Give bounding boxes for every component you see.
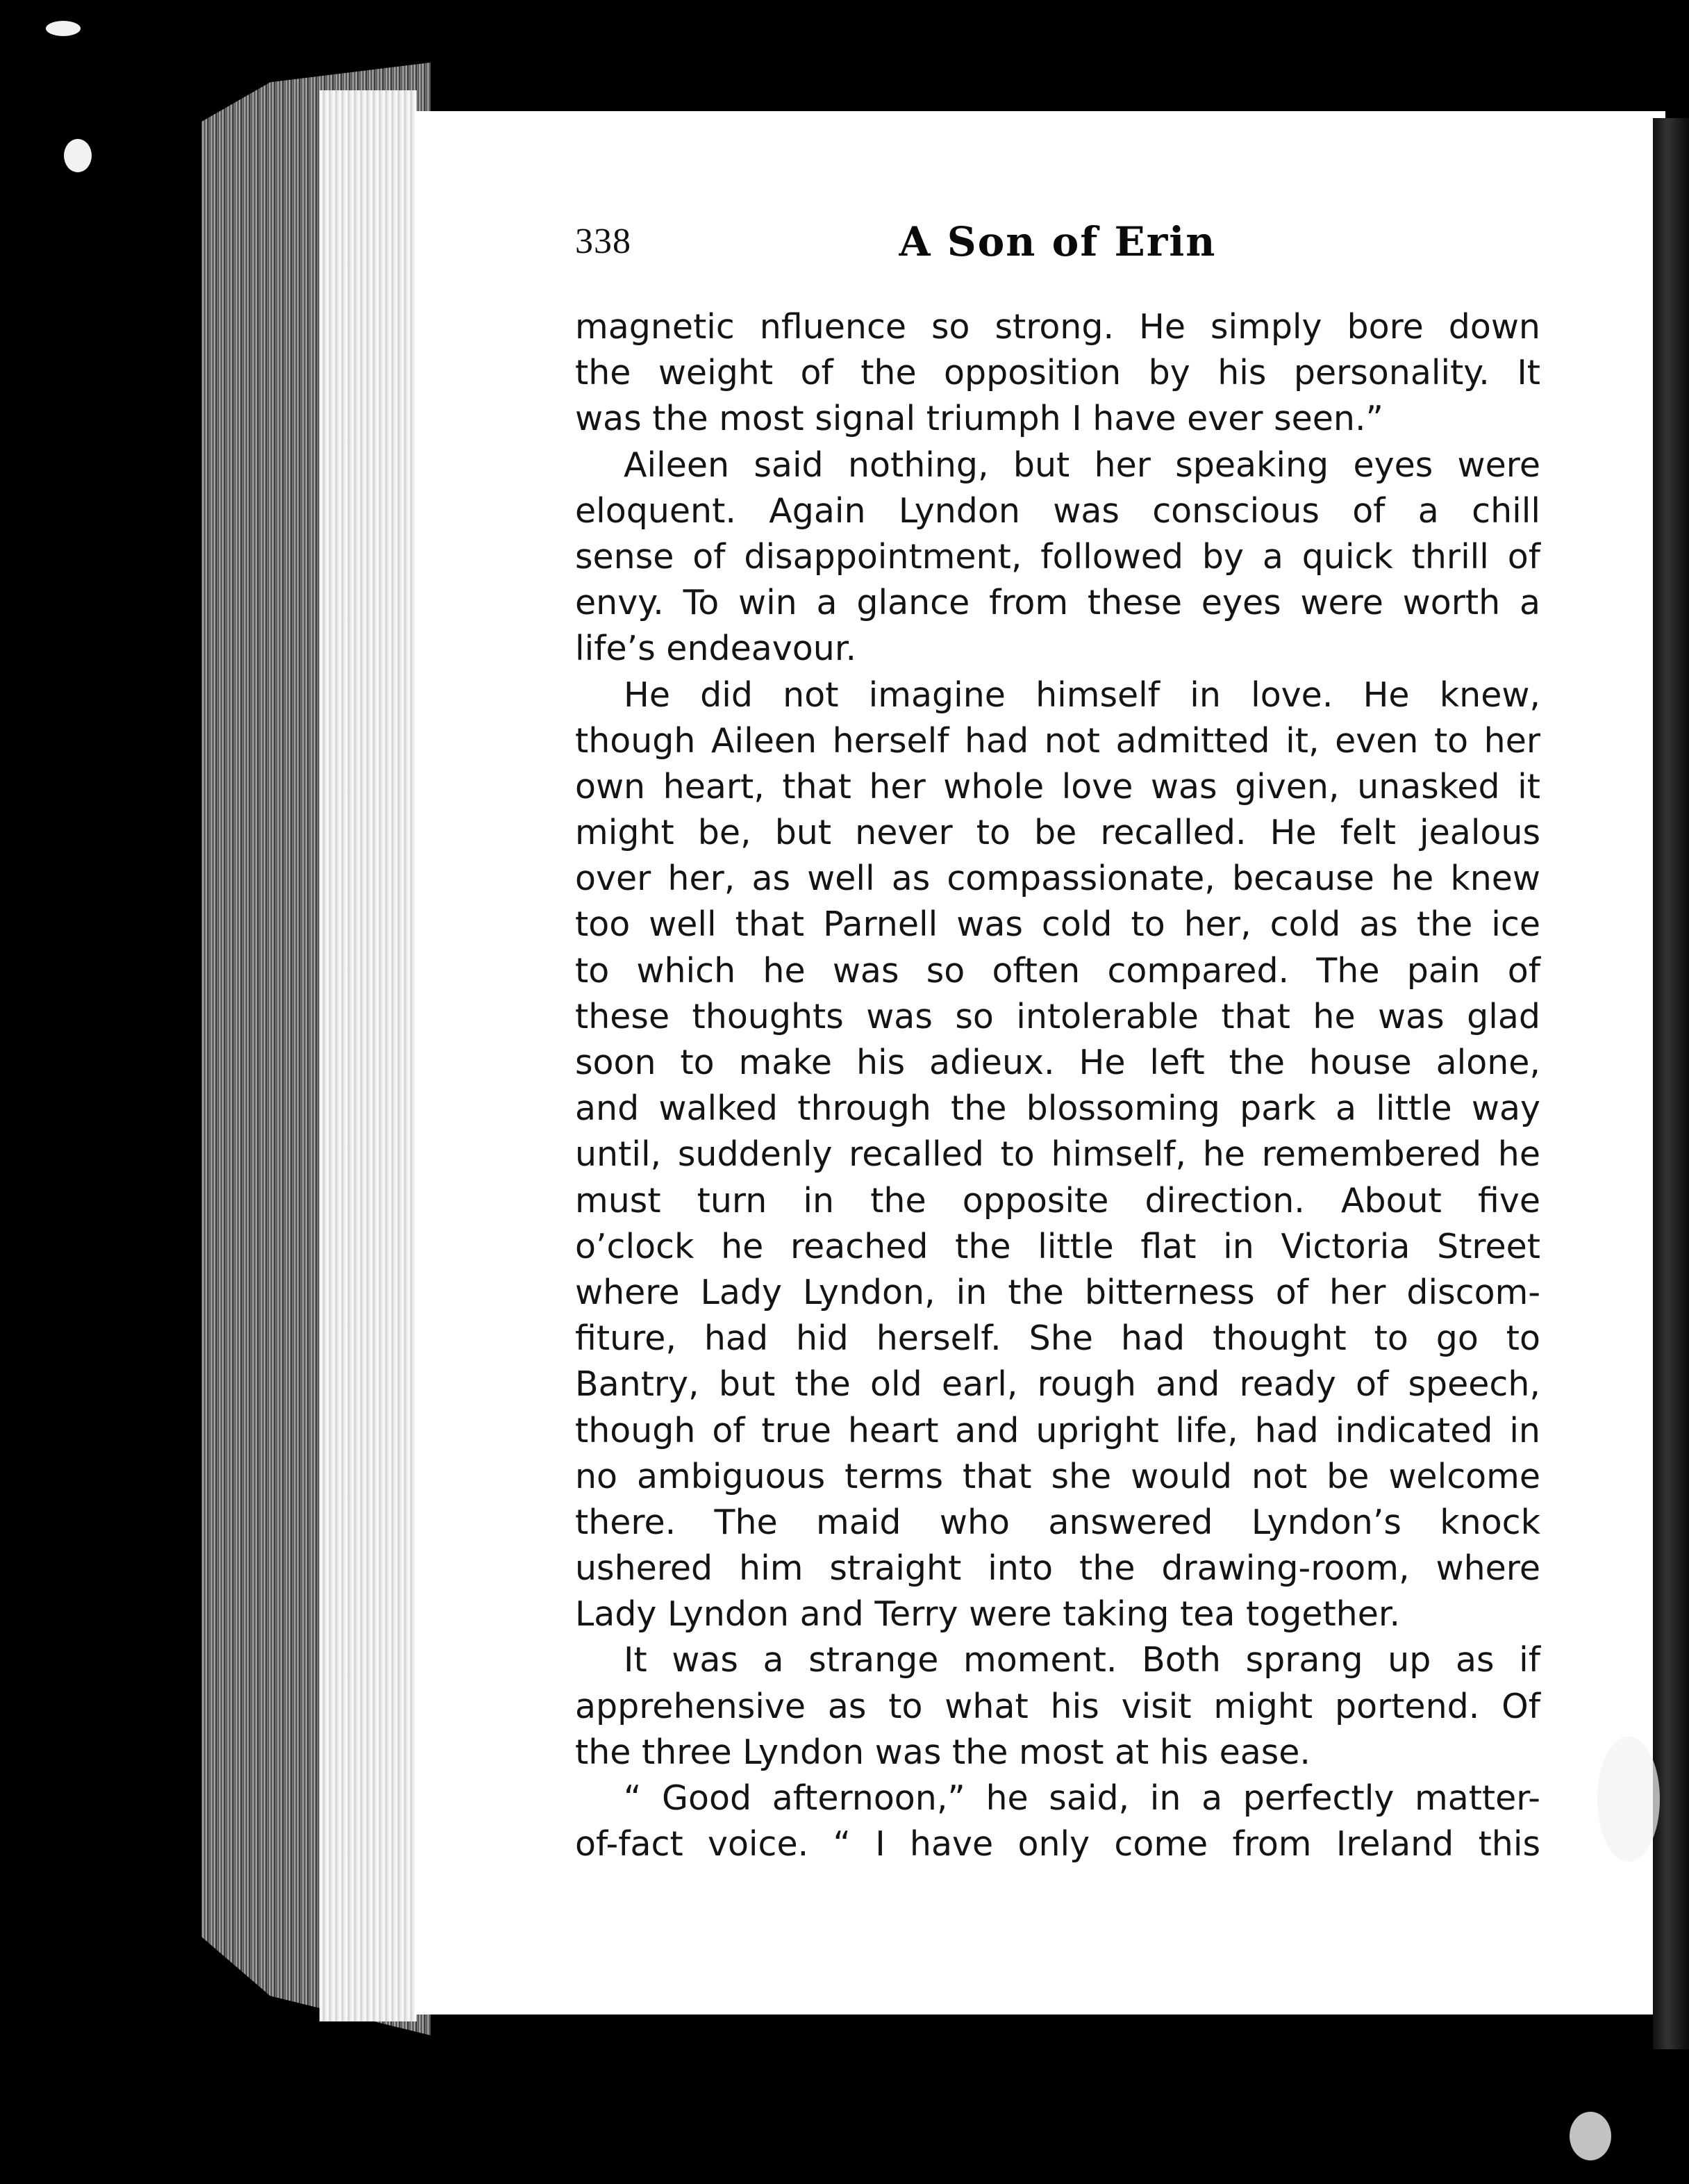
text-line: envy. To win a glance from these eyes were worth a [575, 583, 1540, 623]
text-line: “ Good afternoon,” he said, in a perfectly matter- [624, 1778, 1540, 1818]
text-line: sense of disappointment, followed by a quick thrill of [575, 536, 1540, 577]
text-line: over her, as well as compassionate, because he knew [575, 859, 1540, 899]
text-line: of-fact voice. “ I have only come from Ireland this [575, 1824, 1540, 1864]
text-line: apprehensive as to what his visit might portend. Of [575, 1686, 1540, 1726]
scan-speck [1570, 2112, 1611, 2160]
scan-speck [64, 139, 92, 172]
text-line: though of true heart and upright life, had indicated in [575, 1410, 1540, 1450]
scan-speck [1597, 1737, 1660, 1862]
text-line: own heart, that her whole love was given, unasked it [575, 766, 1540, 806]
text-line: no ambiguous terms that she would not be welcome [575, 1456, 1540, 1496]
page-number: 338 [575, 222, 631, 261]
book-page-edges-inner [319, 90, 417, 2021]
text-line: soon to make his adieux. He left the house alone, [575, 1043, 1540, 1082]
text-line: these thoughts was so intolerable that he was glad [575, 996, 1540, 1036]
text-line: to which he was so often compared. The pain of [575, 950, 1540, 991]
text-line: where Lady Lyndon, in the bitterness of her discom- [575, 1272, 1540, 1312]
text-line: ushered him straight into the drawing-room, where [575, 1548, 1540, 1589]
text-line: was the most signal triumph I have ever seen.” [575, 399, 1383, 439]
text-line: must turn in the opposite direction. About five [575, 1180, 1540, 1221]
text-line: Aileen said nothing, but her speaking eyes were [624, 445, 1540, 485]
text-line: o’clock he reached the little flat in Victoria Street [575, 1226, 1540, 1266]
text-line: He did not imagine himself in love. He knew, [624, 675, 1540, 715]
text-line: and walked through the blossoming park a little way [575, 1089, 1540, 1129]
text-line: there. The maid who answered Lyndon’s knock [575, 1502, 1540, 1542]
text-line: though Aileen herself had not admitted it, even to her [575, 720, 1540, 761]
text-line: fiture, had hid herself. She had thought to go to [575, 1318, 1540, 1359]
text-line: until, suddenly recalled to himself, he remembered he [575, 1134, 1540, 1175]
text-line: magnetic nfluence so strong. He simply bore down [575, 307, 1540, 347]
text-line: Bantry, but the old earl, rough and ready of speech, [575, 1364, 1540, 1405]
facing-page-edge [1653, 118, 1689, 2049]
body-text [575, 304, 1540, 1867]
text-line: too well that Parnell was cold to her, cold as the ice [575, 904, 1540, 945]
page-header [575, 218, 1540, 276]
text-line: might be, but never to be recalled. He felt jealous [575, 813, 1540, 853]
text-line: the three Lyndon was the most at his ease. [575, 1732, 1311, 1772]
text-line: Lady Lyndon and Terry were taking tea together. [575, 1594, 1401, 1635]
running-title: A Son of Erin [899, 218, 1217, 265]
text-line: eloquent. Again Lyndon was conscious of a chill [575, 490, 1540, 531]
scan-speck [46, 21, 81, 36]
text-line: It was a strange moment. Both sprang up as if [624, 1640, 1540, 1680]
text-line: the weight of the opposition by his personality. It [575, 353, 1540, 393]
text-line: life’s endeavour. [575, 629, 857, 669]
